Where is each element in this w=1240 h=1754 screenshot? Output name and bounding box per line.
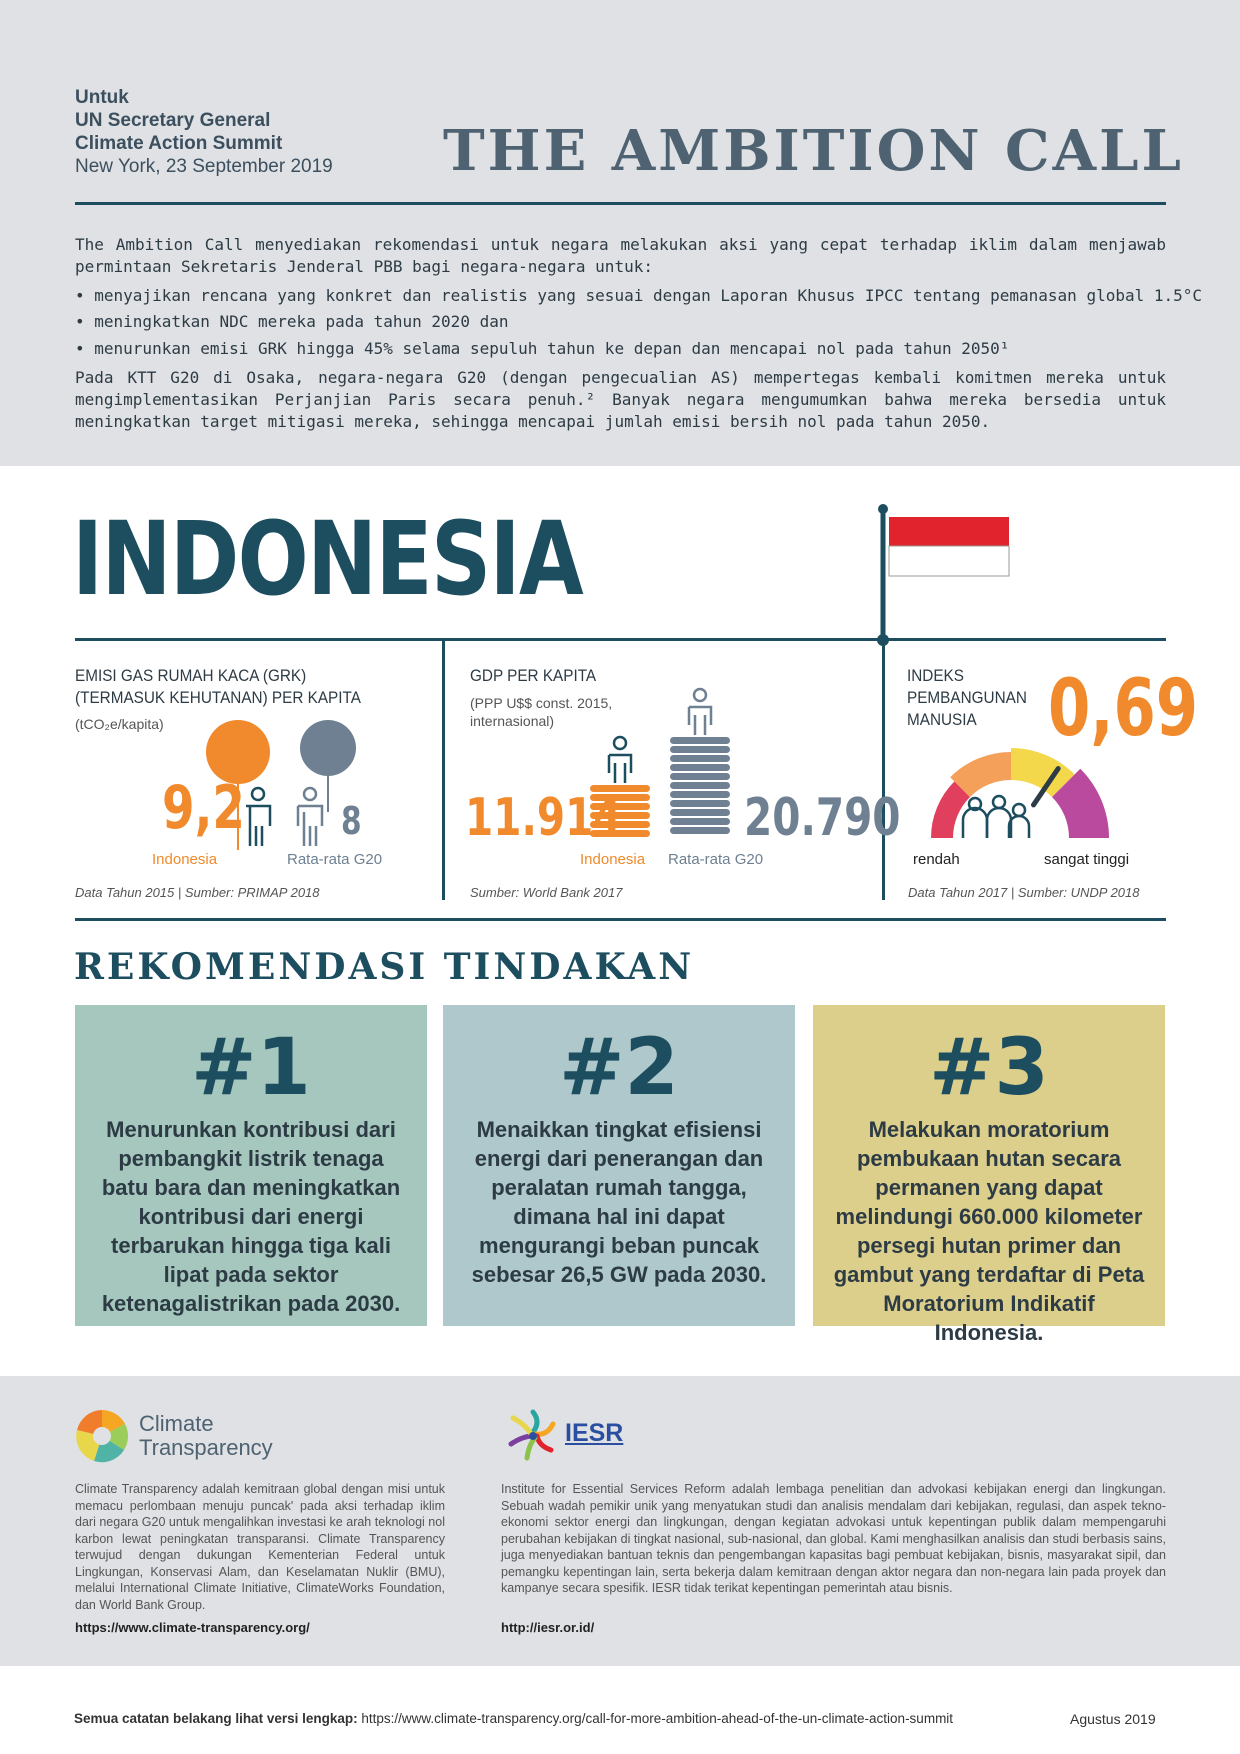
- hdi-label-low: rendah: [913, 851, 960, 868]
- recommendation-text: Melakukan moratorium pembukaan hutan secara permanen yang dapat melindungi 660.000 kilometer persegi hutan primer dan gambut yang terdaftar di Peta Moratorium Indikatif Indonesia.: [833, 1117, 1145, 1345]
- gdp-unit-line2: internasional): [470, 713, 555, 729]
- emissions-value-g20: 8: [341, 799, 362, 843]
- stats-divider-2: [882, 638, 885, 900]
- main-title: THE AMBITION CALL: [443, 118, 1184, 184]
- header-line-un: UN Secretary General: [75, 110, 271, 131]
- header-rule: [75, 202, 1166, 205]
- hdi-source: Data Tahun 2017 | Sumber: UNDP 2018: [908, 885, 1140, 900]
- intro-paragraph-1: The Ambition Call menyediakan rekomendasi untuk negara melakukan aksi yang cepat terhadap iklim dalam menjawab permintaan Sekretaris Jenderal PBB bagi negara-negara untuk:: [75, 235, 1166, 276]
- ct-logo-line1: Climate: [139, 1411, 214, 1436]
- header-line-summit: Climate Action Summit: [75, 133, 283, 154]
- hdi-title-line1: INDEKS: [907, 666, 964, 685]
- emissions-value-indonesia: 9,2: [162, 773, 245, 843]
- iesr-description: Institute for Essential Services Reform adalah lembaga penelitian dan advokasi kebijakan energi dan lingkungan. Sebuah wadah pemikir unik yang menyatukan studi dan analisis mendalam dari kebijakan, regulasi, dan aspek tekno-ekonomi sektor energi dan lingkungan, dengan kegiatan advokasi untuk kepentingan publik dalam mempengaruhi perubahan kebijakan di tingkat nasional, sub-nasional, dan global. Kami menghasilkan analisis dan studi berbasis sains, juga menyediakan bantuan teknis dan pengembangan kapasitas bagi pembuat kebijakan, bisnis, masyarakat sipil, dan pemangku kepentingan lain, serta bekerja dalam kemitraan dengan aktor negara dan non-negara lain pada proyek dan kampanye secara spesifik. IESR tidak terikat kepentingan pemerintah atau bisnis.: [501, 1482, 1166, 1595]
- stats-rule: [75, 918, 1166, 921]
- intro-bullet-2: • meningkatkan NDC mereka pada tahun 2020 dan: [75, 312, 509, 331]
- iesr-logo-icon: [503, 1404, 563, 1466]
- hdi-label-high: sangat tinggi: [1044, 851, 1130, 868]
- header-line-untuk: Untuk: [75, 87, 129, 108]
- intro-bullet-1: • menyajikan rencana yang konkret dan realistis yang sesuai dengan Laporan Khusus IPCC tentang pemanasan global 1.5°C: [75, 286, 1203, 305]
- endnotes-url[interactable]: https://www.climate-transparency.org/call-for-more-ambition-ahead-of-the-un-climate-action-summit: [357, 1711, 954, 1726]
- emissions-title-line2: (TERMASUK KEHUTANAN) PER KAPITA: [75, 688, 361, 707]
- ct-logo-line2: Transparency: [139, 1435, 273, 1460]
- emissions-title-line1: EMISI GAS RUMAH KACA (GRK): [75, 666, 307, 685]
- iesr-link[interactable]: http://iesr.or.id/: [501, 1620, 595, 1635]
- flag-icon: [870, 500, 1020, 650]
- climate-transparency-logo-icon: [74, 1408, 130, 1464]
- recommendations-heading: REKOMENDASI TINDAKAN: [74, 946, 695, 988]
- hdi-title-line2: PEMBANGUNAN: [907, 688, 1027, 707]
- country-rule: [75, 638, 1166, 641]
- gdp-label-g20: Rata-rata G20: [668, 851, 764, 868]
- header-line-date: New York, 23 September 2019: [75, 156, 333, 177]
- iesr-logo-text: IESR: [565, 1419, 624, 1447]
- endnotes-line: [74, 1711, 953, 1726]
- climate-transparency-description: Climate Transparency adalah kemitraan global dengan misi untuk memacu perlombaan menuju puncak' pada aksi terhadap iklim dari negara G20 untuk mengalihkan investasi ke arah teknologi nol karbon lewat peningkatan transparansi. Climate Transparency terwujud dengan dukungan Kementerian Federal untuk Lingkungan, Konservasi Alam, dan Keselamatan Nuklir (BMU), melalui International Climate Initiative, ClimateWorks Foundation, dan World Bank Group.: [75, 1482, 445, 1612]
- climate-transparency-logo-text: [139, 1412, 273, 1460]
- gdp-title: GDP PER KAPITA: [470, 666, 597, 685]
- gdp-value-indonesia: 11.914: [465, 788, 622, 848]
- endnotes-label: Semua catatan belakang lihat versi lengkap:: [74, 1711, 358, 1726]
- gdp-label-indonesia: Indonesia: [580, 851, 646, 868]
- intro-paragraph-2: Pada KTT G20 di Osaka, negara-negara G20 (dengan pengecualian AS) mempertegas kembali komitmen mereka untuk mengimplementasikan Perjanjian Paris secara penuh.² Banyak negara mengumumkan bahwa mereka bersedia untuk meningkatkan target mitigasi mereka, sehingga mencapai jumlah emisi bersih nol pada tahun 2050.: [75, 368, 1166, 431]
- hdi-gauge-icon: [915, 748, 1125, 848]
- recommendation-card-1: [75, 1005, 427, 1326]
- publication-date: Agustus 2019: [1070, 1711, 1156, 1727]
- recommendation-number: #2: [559, 1023, 679, 1113]
- emissions-label-g20: Rata-rata G20: [287, 851, 383, 868]
- gdp-source: Sumber: World Bank 2017: [470, 885, 623, 900]
- hdi-value: 0,69: [1048, 664, 1199, 754]
- gdp-value-g20: 20.790: [744, 788, 901, 848]
- emissions-label-indonesia: Indonesia: [152, 851, 218, 868]
- recommendation-number: #1: [191, 1023, 311, 1113]
- hdi-title-line3: MANUSIA: [907, 710, 977, 729]
- recommendation-text: Menaikkan tingkat efisiensi energi dari penerangan dan peralatan rumah tangga, dimana hal ini dapat mengurangi beban puncak sebesar 26,5 GW pada 2030.: [471, 1117, 767, 1287]
- gdp-unit-line1: (PPP U$$ const. 2015,: [470, 695, 613, 711]
- emissions-source: Data Tahun 2015 | Sumber: PRIMAP 2018: [75, 885, 320, 900]
- header-info: [75, 86, 333, 178]
- recommendation-number: #3: [929, 1023, 1049, 1113]
- climate-transparency-link[interactable]: https://www.climate-transparency.org/: [75, 1620, 310, 1635]
- country-name: INDONESIA: [72, 500, 583, 619]
- intro-bullet-3: • menurunkan emisi GRK hingga 45% selama sepuluh tahun ke depan dan mencapai nol pada tahun 2050¹: [75, 339, 1010, 358]
- recommendation-text: Menurunkan kontribusi dari pembangkit listrik tenaga batu bara dan meningkatkan kontribusi dari energi terbarukan hingga tiga kali lipat pada sektor ketenagalistrikan pada 2030.: [101, 1117, 401, 1316]
- recommendation-card-3: [813, 1005, 1165, 1345]
- emissions-unit: (tCO₂e/kapita): [75, 716, 164, 732]
- stats-divider-1: [442, 638, 445, 900]
- recommendation-card-2: [443, 1005, 795, 1326]
